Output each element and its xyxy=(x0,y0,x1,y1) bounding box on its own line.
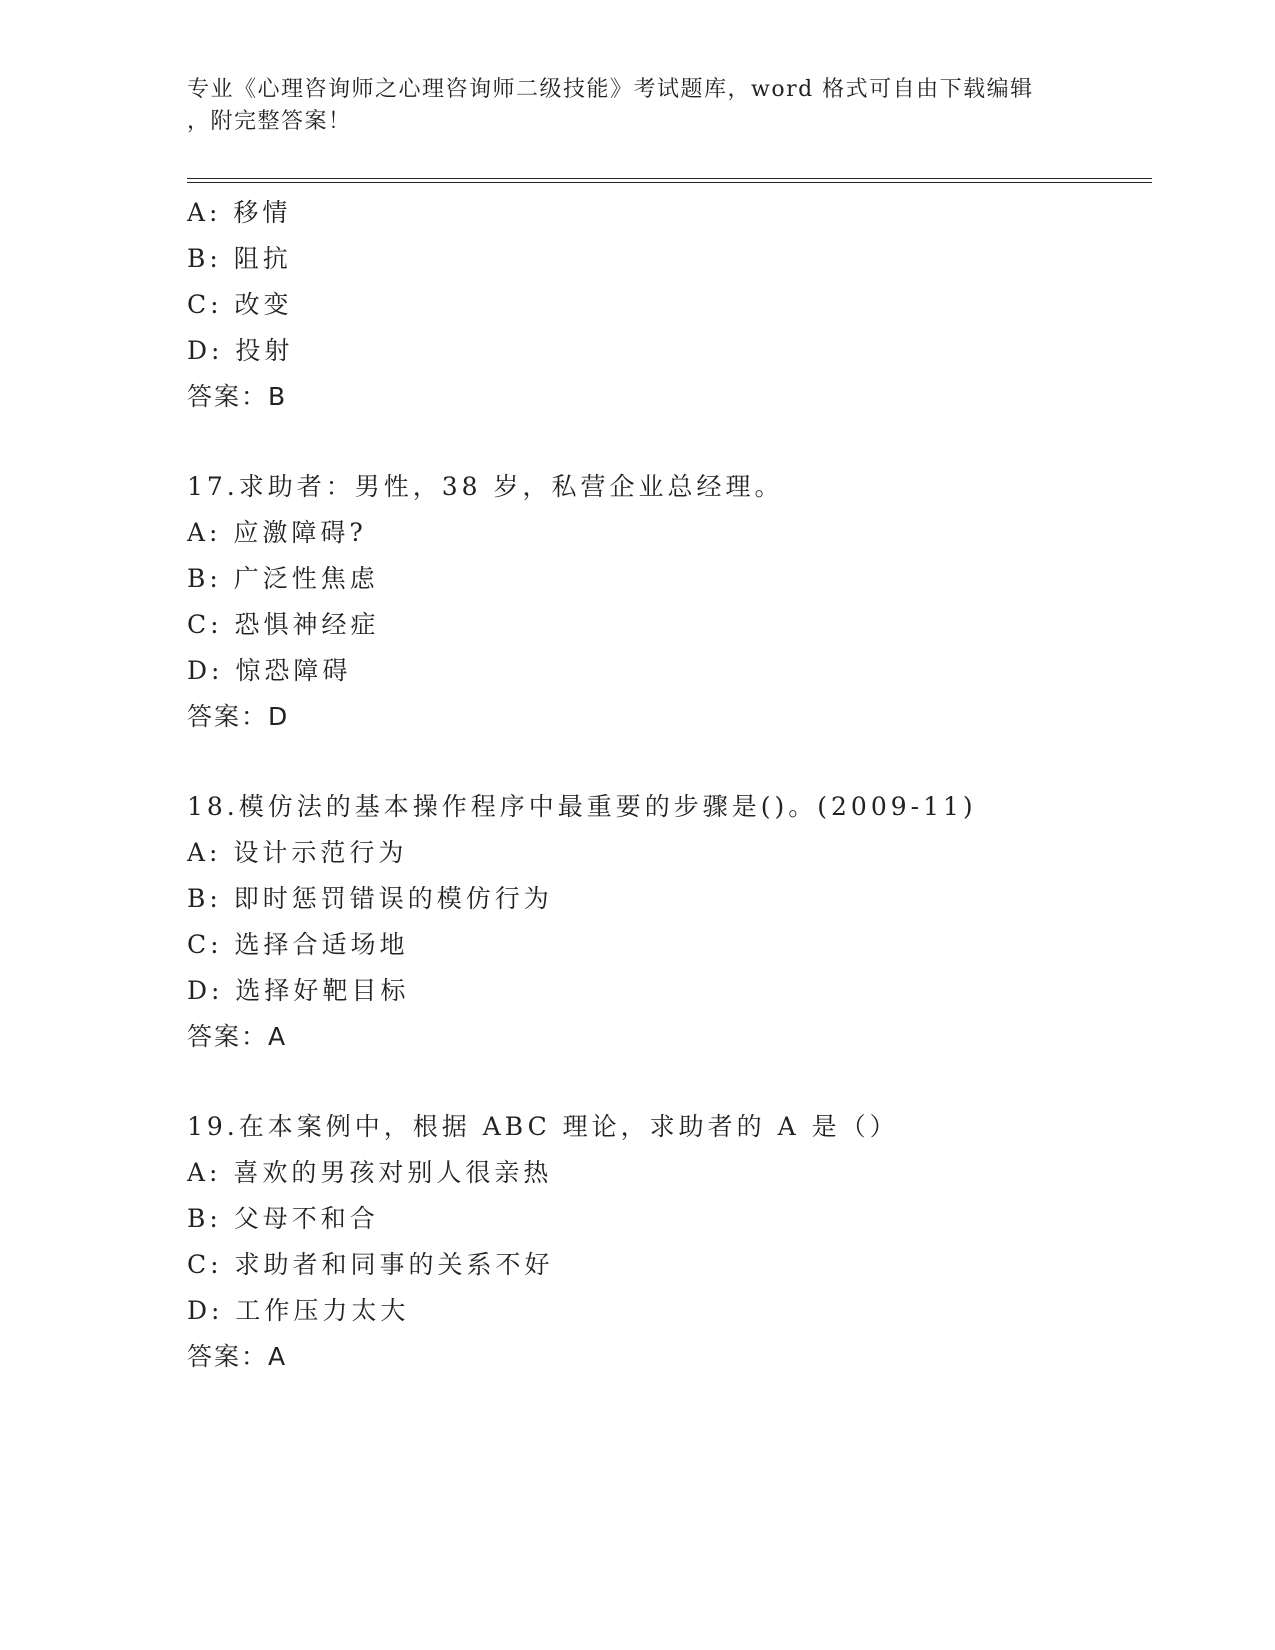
option-a: A: 喜欢的男孩对别人很亲热 xyxy=(187,1158,553,1187)
question-18 xyxy=(187,784,1147,1060)
header-line-1: 专业《心理咨询师之心理咨询师二级技能》考试题库，word 格式可自由下载编辑 xyxy=(187,77,1034,102)
answer-line: 答案：D xyxy=(187,702,290,731)
option-b: B: 阻抗 xyxy=(187,244,292,273)
answer-line: 答案：B xyxy=(187,382,288,411)
option-c: C: 改变 xyxy=(187,290,293,319)
header-line-2: ，附完整答案！ xyxy=(187,109,352,134)
answer-line: 答案：A xyxy=(187,1342,288,1371)
option-c: C: 求助者和同事的关系不好 xyxy=(187,1250,554,1279)
question-list xyxy=(187,190,1147,1380)
question-19 xyxy=(187,1104,1147,1380)
option-a: A: 应激障碍? xyxy=(187,518,367,547)
answer-line: 答案：A xyxy=(187,1022,288,1051)
option-b: B: 广泛性焦虑 xyxy=(187,564,379,593)
question-17 xyxy=(187,464,1147,740)
option-d: D: 选择好靶目标 xyxy=(187,976,410,1005)
question-stem: 17.求助者：男性，38 岁，私营企业总经理。 xyxy=(187,472,784,501)
header-rule-top xyxy=(187,178,1152,179)
option-b: B: 即时惩罚错误的模仿行为 xyxy=(187,884,553,913)
question-stem: 18.模仿法的基本操作程序中最重要的步骤是()。(2009-11) xyxy=(187,792,977,821)
option-d: D: 惊恐障碍 xyxy=(187,656,352,685)
option-d: D: 投射 xyxy=(187,336,294,365)
document-header xyxy=(187,74,1087,138)
question-16-partial xyxy=(187,190,1147,420)
question-stem: 19.在本案例中，根据 ABC 理论，求助者的 A 是（） xyxy=(187,1112,899,1141)
header-rule-bottom xyxy=(187,182,1152,183)
option-c: C: 恐惧神经症 xyxy=(187,610,380,639)
option-d: D: 工作压力太大 xyxy=(187,1296,410,1325)
option-a: A: 设计示范行为 xyxy=(187,838,408,867)
option-c: C: 选择合适场地 xyxy=(187,930,409,959)
option-b: B: 父母不和合 xyxy=(187,1204,379,1233)
option-a: A: 移情 xyxy=(187,198,292,227)
